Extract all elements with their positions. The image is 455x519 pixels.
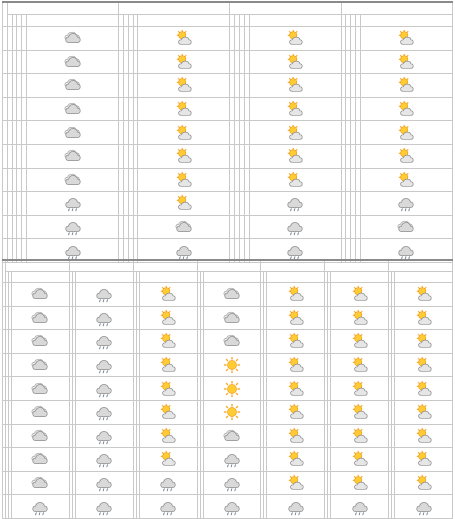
- weather-icon-cell: [75, 400, 133, 424]
- weather-icon-cell: [12, 377, 70, 401]
- sun-cloud-icon: [287, 356, 305, 374]
- rain-icon: [95, 427, 113, 445]
- header-date-group: [325, 260, 389, 272]
- weather-icon-cell: [360, 192, 452, 216]
- header-date-group: [197, 260, 261, 272]
- cloudy-icon: [31, 356, 49, 374]
- table-row: [3, 495, 453, 519]
- weather-icon-cell: [139, 353, 197, 377]
- header-column: [27, 15, 119, 27]
- sun-cloud-icon: [175, 124, 193, 142]
- weather-icon-cell: [249, 50, 341, 74]
- rain-icon: [159, 474, 177, 492]
- weather-icon-cell: [27, 215, 119, 239]
- sun-cloud-icon: [351, 332, 369, 350]
- sun-cloud-icon: [415, 403, 433, 421]
- sun-cloud-icon: [175, 29, 193, 47]
- table-row: [3, 121, 453, 145]
- sun-cloud-icon: [415, 356, 433, 374]
- weather-icon-cell: [139, 448, 197, 472]
- table-row: [3, 377, 453, 401]
- table-row: [3, 50, 453, 74]
- sun-icon: [223, 380, 241, 398]
- weather-icon-cell: [12, 400, 70, 424]
- weather-icon-cell: [267, 424, 325, 448]
- rain-icon: [286, 194, 304, 212]
- cloudy-icon: [397, 218, 415, 236]
- cloudy-icon: [64, 171, 82, 189]
- weather-icon-cell: [395, 424, 453, 448]
- cloudy-icon: [64, 100, 82, 118]
- header-date-group: [133, 260, 197, 272]
- rain-icon: [223, 474, 241, 492]
- weather-icon-cell: [27, 74, 119, 98]
- sun-cloud-icon: [159, 427, 177, 445]
- weather-icon-cell: [331, 283, 389, 307]
- forecast-table-17-23: [2, 259, 453, 519]
- weather-icon-cell: [203, 283, 261, 307]
- cloudy-icon: [223, 427, 241, 445]
- sun-cloud-icon: [397, 147, 415, 165]
- sun-cloud-icon: [415, 309, 433, 327]
- weather-icon-cell: [12, 424, 70, 448]
- sun-icon: [223, 356, 241, 374]
- cloudy-icon: [223, 332, 241, 350]
- weather-icon-cell: [27, 168, 119, 192]
- table-row: [3, 74, 453, 98]
- weather-icon-cell: [203, 330, 261, 354]
- weather-icon-cell: [267, 330, 325, 354]
- rain-icon: [95, 332, 113, 350]
- rain-icon: [351, 498, 369, 516]
- rain-icon: [95, 356, 113, 374]
- sun-cloud-icon: [286, 53, 304, 71]
- cloudy-icon: [175, 218, 193, 236]
- weather-icon-cell: [75, 353, 133, 377]
- cloudy-icon: [31, 309, 49, 327]
- rain-icon: [95, 309, 113, 327]
- weather-icon-cell: [249, 74, 341, 98]
- table-separator: [0, 250, 455, 258]
- weather-icon-cell: [267, 306, 325, 330]
- weather-icon-cell: [27, 192, 119, 216]
- weather-icon-cell: [395, 377, 453, 401]
- header-date-group: [69, 260, 133, 272]
- sun-cloud-icon: [397, 76, 415, 94]
- weather-icon-cell: [75, 283, 133, 307]
- header-date-group: [389, 260, 453, 272]
- weather-icon-cell: [249, 215, 341, 239]
- weather-icon-cell: [12, 283, 70, 307]
- weather-icon-cell: [395, 495, 453, 519]
- weather-icon-cell: [360, 97, 452, 121]
- weather-icon-cell: [360, 74, 452, 98]
- sun-cloud-icon: [351, 380, 369, 398]
- weather-icon-cell: [75, 424, 133, 448]
- weather-icon-cell: [75, 448, 133, 472]
- table-row: [3, 215, 453, 239]
- sun-cloud-icon: [415, 332, 433, 350]
- sun-cloud-icon: [175, 76, 193, 94]
- header-column: [331, 272, 389, 283]
- sun-cloud-icon: [159, 285, 177, 303]
- table-row: [3, 424, 453, 448]
- weather-icon-cell: [139, 400, 197, 424]
- weather-icon-cell: [27, 50, 119, 74]
- weather-icon-cell: [138, 215, 230, 239]
- sun-cloud-icon: [286, 76, 304, 94]
- weather-icon-cell: [138, 192, 230, 216]
- table-row: [3, 27, 453, 51]
- sun-cloud-icon: [287, 450, 305, 468]
- header-column: [203, 272, 261, 283]
- table-row: [3, 192, 453, 216]
- sun-cloud-icon: [287, 285, 305, 303]
- sun-cloud-icon: [397, 171, 415, 189]
- sun-cloud-icon: [351, 285, 369, 303]
- cloudy-icon: [64, 53, 82, 71]
- table-row: [3, 283, 453, 307]
- sun-cloud-icon: [159, 309, 177, 327]
- sun-cloud-icon: [287, 403, 305, 421]
- weather-icon-cell: [75, 471, 133, 495]
- weather-icon-cell: [139, 424, 197, 448]
- sun-cloud-icon: [415, 474, 433, 492]
- sun-cloud-icon: [397, 100, 415, 118]
- cloudy-icon: [31, 285, 49, 303]
- weather-icon-cell: [360, 144, 452, 168]
- header-date-group: [261, 260, 325, 272]
- cloudy-icon: [31, 380, 49, 398]
- header-date-group: [119, 2, 230, 15]
- weather-icon-cell: [203, 377, 261, 401]
- sun-cloud-icon: [286, 171, 304, 189]
- weather-icon-cell: [138, 121, 230, 145]
- table-row: [3, 400, 453, 424]
- rain-icon: [159, 498, 177, 516]
- weather-icon-cell: [138, 97, 230, 121]
- table-row: [3, 168, 453, 192]
- weather-icon-cell: [203, 424, 261, 448]
- weather-icon-cell: [12, 471, 70, 495]
- sun-cloud-icon: [286, 100, 304, 118]
- header-column: [249, 15, 341, 27]
- sun-icon: [223, 403, 241, 421]
- rain-icon: [64, 194, 82, 212]
- sun-cloud-icon: [175, 100, 193, 118]
- weather-icon-cell: [138, 50, 230, 74]
- sun-cloud-icon: [286, 29, 304, 47]
- header-date-group: [341, 2, 452, 15]
- weather-icon-cell: [139, 377, 197, 401]
- weather-icon-cell: [395, 283, 453, 307]
- sun-cloud-icon: [159, 356, 177, 374]
- sun-cloud-icon: [351, 356, 369, 374]
- cloudy-icon: [64, 29, 82, 47]
- rain-icon: [95, 498, 113, 516]
- table-row: [3, 144, 453, 168]
- weather-icon-cell: [12, 495, 70, 519]
- weather-icon-cell: [138, 74, 230, 98]
- weather-icon-cell: [75, 306, 133, 330]
- rain-icon: [286, 218, 304, 236]
- weather-icon-cell: [249, 144, 341, 168]
- weather-icon-cell: [360, 50, 452, 74]
- sun-cloud-icon: [287, 380, 305, 398]
- cloudy-icon: [64, 124, 82, 142]
- sun-cloud-icon: [351, 474, 369, 492]
- sun-cloud-icon: [287, 309, 305, 327]
- weather-icon-cell: [360, 215, 452, 239]
- weather-icon-cell: [139, 495, 197, 519]
- rain-icon: [287, 498, 305, 516]
- header-column: [360, 15, 452, 27]
- sun-cloud-icon: [415, 427, 433, 445]
- sun-cloud-icon: [397, 29, 415, 47]
- weather-icon-cell: [331, 495, 389, 519]
- weather-icon-cell: [12, 330, 70, 354]
- weather-icon-cell: [360, 27, 452, 51]
- cloudy-icon: [31, 403, 49, 421]
- weather-icon-cell: [331, 471, 389, 495]
- sun-cloud-icon: [397, 53, 415, 71]
- sun-cloud-icon: [175, 171, 193, 189]
- weather-icon-cell: [249, 97, 341, 121]
- weather-icon-cell: [138, 144, 230, 168]
- weather-icon-cell: [331, 330, 389, 354]
- sun-cloud-icon: [415, 380, 433, 398]
- weather-icon-cell: [331, 377, 389, 401]
- weather-icon-cell: [139, 283, 197, 307]
- weather-icon-cell: [138, 168, 230, 192]
- weather-icon-cell: [267, 377, 325, 401]
- weather-icon-cell: [331, 353, 389, 377]
- weather-icon-cell: [267, 495, 325, 519]
- weather-icon-cell: [395, 353, 453, 377]
- weather-icon-cell: [360, 168, 452, 192]
- sun-cloud-icon: [159, 450, 177, 468]
- weather-icon-cell: [203, 471, 261, 495]
- sun-cloud-icon: [286, 147, 304, 165]
- cloudy-icon: [223, 309, 241, 327]
- weather-icon-cell: [249, 27, 341, 51]
- table-row: [3, 353, 453, 377]
- weather-icon-cell: [331, 306, 389, 330]
- sun-cloud-icon: [351, 403, 369, 421]
- rain-icon: [415, 498, 433, 516]
- sun-cloud-icon: [175, 147, 193, 165]
- sun-cloud-icon: [159, 332, 177, 350]
- sun-cloud-icon: [351, 450, 369, 468]
- sun-cloud-icon: [175, 194, 193, 212]
- sun-cloud-icon: [351, 309, 369, 327]
- rain-icon: [95, 474, 113, 492]
- rain-icon: [95, 285, 113, 303]
- rain-icon: [223, 450, 241, 468]
- table-row: [3, 471, 453, 495]
- weather-icon-cell: [331, 448, 389, 472]
- cloudy-icon: [31, 450, 49, 468]
- weather-icon-cell: [75, 330, 133, 354]
- sun-cloud-icon: [286, 124, 304, 142]
- rain-icon: [31, 498, 49, 516]
- weather-icon-cell: [395, 330, 453, 354]
- header-column: [12, 272, 70, 283]
- weather-icon-cell: [139, 330, 197, 354]
- rain-icon: [95, 403, 113, 421]
- forecast-table-13-16: [2, 1, 453, 263]
- table-row: [3, 97, 453, 121]
- weather-icon-cell: [139, 471, 197, 495]
- cloudy-icon: [64, 76, 82, 94]
- weather-icon-cell: [249, 192, 341, 216]
- weather-icon-cell: [203, 306, 261, 330]
- weather-icon-cell: [360, 121, 452, 145]
- weather-icon-cell: [12, 448, 70, 472]
- weather-icon-cell: [267, 353, 325, 377]
- rain-icon: [397, 194, 415, 212]
- header-column: [395, 272, 453, 283]
- weather-icon-cell: [203, 400, 261, 424]
- weather-icon-cell: [27, 97, 119, 121]
- weather-icon-cell: [395, 448, 453, 472]
- weather-icon-cell: [75, 377, 133, 401]
- weather-icon-cell: [138, 27, 230, 51]
- header-column: [75, 272, 133, 283]
- table-row: [3, 330, 453, 354]
- weather-icon-cell: [12, 306, 70, 330]
- table-row: [3, 448, 453, 472]
- cloudy-icon: [223, 285, 241, 303]
- header-date-group: [6, 260, 70, 272]
- weather-icon-cell: [203, 495, 261, 519]
- weather-icon-cell: [249, 121, 341, 145]
- weather-icon-cell: [395, 306, 453, 330]
- sun-cloud-icon: [351, 427, 369, 445]
- weather-icon-cell: [331, 400, 389, 424]
- header-date-group: [7, 2, 118, 15]
- rain-icon: [95, 380, 113, 398]
- cloudy-icon: [31, 427, 49, 445]
- weather-icon-cell: [249, 168, 341, 192]
- rain-icon: [95, 450, 113, 468]
- weather-icon-cell: [267, 400, 325, 424]
- weather-icon-cell: [267, 283, 325, 307]
- rain-icon: [64, 218, 82, 236]
- table-row: [3, 306, 453, 330]
- weather-icon-cell: [27, 144, 119, 168]
- sun-cloud-icon: [415, 450, 433, 468]
- weather-icon-cell: [75, 495, 133, 519]
- cloudy-icon: [31, 474, 49, 492]
- sun-cloud-icon: [287, 332, 305, 350]
- sun-cloud-icon: [175, 53, 193, 71]
- sun-cloud-icon: [159, 403, 177, 421]
- sun-cloud-icon: [415, 285, 433, 303]
- cloudy-icon: [31, 332, 49, 350]
- weather-icon-cell: [203, 448, 261, 472]
- weather-icon-cell: [139, 306, 197, 330]
- weather-icon-cell: [267, 448, 325, 472]
- rain-icon: [223, 498, 241, 516]
- sun-cloud-icon: [287, 474, 305, 492]
- weather-icon-cell: [395, 471, 453, 495]
- sun-cloud-icon: [397, 124, 415, 142]
- sun-cloud-icon: [287, 427, 305, 445]
- header-column: [267, 272, 325, 283]
- weather-icon-cell: [203, 353, 261, 377]
- weather-icon-cell: [331, 424, 389, 448]
- weather-icon-cell: [12, 353, 70, 377]
- weather-icon-cell: [395, 400, 453, 424]
- cloudy-icon: [64, 147, 82, 165]
- weather-icon-cell: [27, 27, 119, 51]
- header-date-group: [230, 2, 341, 15]
- weather-icon-cell: [27, 121, 119, 145]
- header-column: [139, 272, 197, 283]
- sun-cloud-icon: [159, 380, 177, 398]
- header-column: [138, 15, 230, 27]
- weather-icon-cell: [267, 471, 325, 495]
